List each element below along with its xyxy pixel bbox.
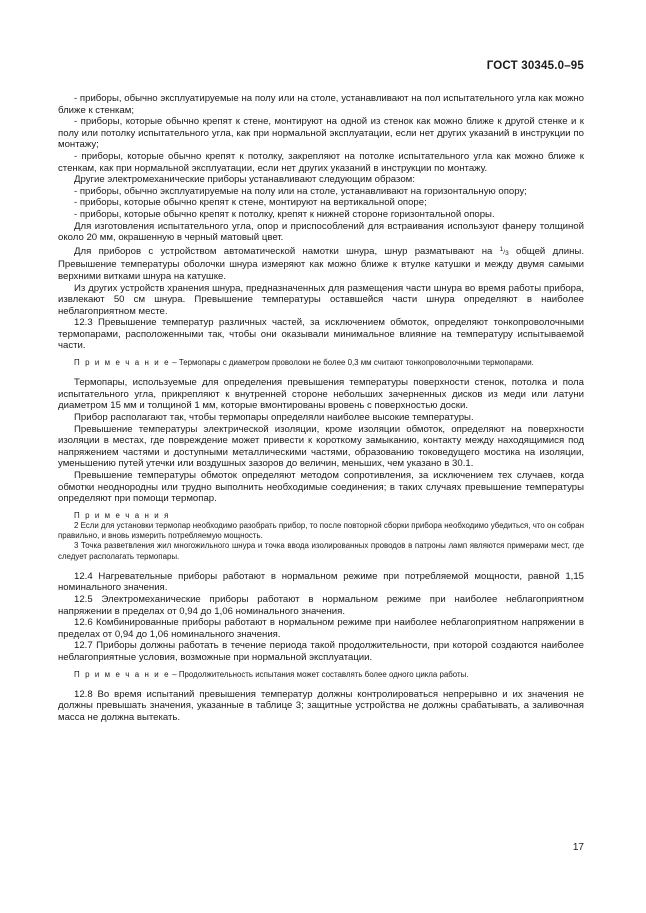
- paragraph-section-12-8: 12.8 Во время испытаний превышения температур должны контролироваться непрерывно и их значения не должны превышать значения, указанные в таблице 3; защитные устройства не должны срабатывать, а заливочная масса не должна вытекать.: [58, 688, 584, 723]
- paragraph-section-12-6: 12.6 Комбинированные приборы работают в нормальном режиме при наиболее неблагоприятном напряжении в пределах от 0,94 до 1,06 номинального значения.: [58, 617, 584, 640]
- paragraph: Превышение температуры электрической изоляции, кроме изоляции обмоток, определяют на поверхности изоляции в местах, где повреждение может привести к короткому замыканию, контакту между находящимися под напряжением частями и доступными металлическими частями, образованию токоведущего мостика на изоляции, уменьшению путей утечки или воздушных зазоров до величин, меньших, чем указано в 30.1.: [58, 423, 584, 470]
- paragraph: - приборы, которые обычно крепят к стене, монтируют на одной из стенок как можно ближе к другой стенке и к полу или потолку испытательного угла, как при нормальной эксплуатации, если нет других указаний в инструкции по монтажу;: [58, 116, 584, 151]
- page-number: 17: [572, 842, 584, 853]
- note-label: П р и м е ч а н и е: [74, 358, 171, 368]
- notes-block: [58, 511, 584, 562]
- paragraph: - приборы, которые обычно крепят к стене, монтируют на вертикальной опоре;: [74, 197, 427, 209]
- paragraph-text: Для приборов с устройством автоматической намотки шнура, шнур разматывают на: [74, 245, 500, 257]
- fraction-one-third: [499, 245, 509, 257]
- paragraph: Для изготовления испытательного угла, опор и приспособлений для встраивания используют фанеру толщиной около 20 мм, окрашенную в черный матовый цвет.: [58, 220, 584, 244]
- paragraph: Другие электромеханические приборы устанавливают следующим образом:: [74, 174, 415, 186]
- notes-title: П р и м е ч а н и я: [74, 510, 170, 520]
- paragraph: - приборы, которые обычно крепят к потолку, крепят к нижней стороне горизонтальной опоры.: [74, 208, 495, 220]
- paragraph: - приборы, которые обычно крепят к потолку, закрепляют на потолке испытательного угла как можно ближе к стенкам, как при нормальной эксплуатации, если нет других указаний в инструкции по монтажу.: [58, 150, 584, 174]
- paragraph-section-12-3: 12.3 Превышение температур различных частей, за исключением обмоток, определяют тонкопроволочными термопарами, расположенными так, чтобы они оказывали минимальное влияние на температуру испытываемой части.: [58, 317, 584, 352]
- paragraph: - приборы, обычно эксплуатируемые на полу или на столе, устанавливают на горизонтальную опору;: [74, 185, 527, 197]
- note-block: [58, 358, 584, 368]
- paragraph-cord-winding: [58, 244, 584, 283]
- note: [58, 670, 584, 680]
- note: 2 Если для установки термопар необходимо разобрать прибор, то после повторной сборки прибора необходимо убедиться, что он собран правильно, и вновь измерить потребляемую мощность.: [58, 521, 584, 541]
- note: [58, 358, 584, 368]
- note-text: – Продолжительность испытания может составлять более одного цикла работы.: [170, 669, 469, 679]
- paragraph-section-12-4: 12.4 Нагревательные приборы работают в нормальном режиме при потребляемой мощности, равной 1,15 номинального значения.: [58, 570, 584, 594]
- note-label: П р и м е ч а н и е: [74, 669, 171, 679]
- note: 3 Точка разветвления жил многожильного шнура и точка ввода изолированных проводов в патроны ламп являются примерами мест, где следует располагать термопары.: [58, 541, 584, 561]
- paragraph: Из других устройств хранения шнура, предназначенных для размещения части шнура во время работы прибора, извлекают 50 см шнура. Превышение температуры оставшейся части шнура определяют в наиболее неблагоприятном месте.: [58, 282, 584, 317]
- note-text: – Термопары с диаметром проволоки не более 0,3 мм считают тонкопроволочными термопарами.: [170, 358, 534, 368]
- paragraph: Превышение температуры обмоток определяют методом сопротивления, за исключением тех случаев, когда обмотки неоднородны или трудно выполнить необходимые соединения; в таких случаях превышение температуры определяют при помощи термопар.: [58, 470, 584, 505]
- fraction-slash: /: [503, 248, 506, 256]
- note-block: [58, 670, 584, 680]
- paragraph: - приборы, обычно эксплуатируемые на полу или на столе, устанавливают на пол испытательного угла как можно ближе к стенкам;: [58, 93, 584, 116]
- paragraph-section-12-7: 12.7 Приборы должны работать в течение периода такой продолжительности, при которой создаются наиболее неблагоприятные условия, возможные при нормальной эксплуатации.: [58, 640, 584, 663]
- document-header-standard: ГОСТ 30345.0–95: [486, 60, 584, 72]
- fraction-denominator: 3: [505, 249, 509, 257]
- paragraph: Прибор располагают так, чтобы термопары определяли наиболее высокие температуры.: [74, 412, 474, 424]
- document-body: [58, 93, 584, 724]
- paragraph-section-12-5: 12.5 Электромеханические приборы работают в нормальном режиме при наиболее неблагоприятном напряжении в пределах от 0,94 до 1,06 номинального значения.: [58, 594, 584, 617]
- paragraph: Термопары, используемые для определения превышения температуры поверхности стенок, потолка и пола испытательного угла, прикрепляют к внутренней стороне небольших зачерненных дисков из меди или латуни диаметром 15 мм и толщиной 1 мм, которые вмонтированы вровень с поверхностью доски.: [58, 377, 584, 412]
- paragraph-text: общей длины. Превышение температуры оболочки шнура измеряют как можно ближе к втулке катушки и между двумя самыми верхними витками шнура на катушке.: [58, 245, 584, 282]
- fraction-numerator: 1: [499, 245, 504, 253]
